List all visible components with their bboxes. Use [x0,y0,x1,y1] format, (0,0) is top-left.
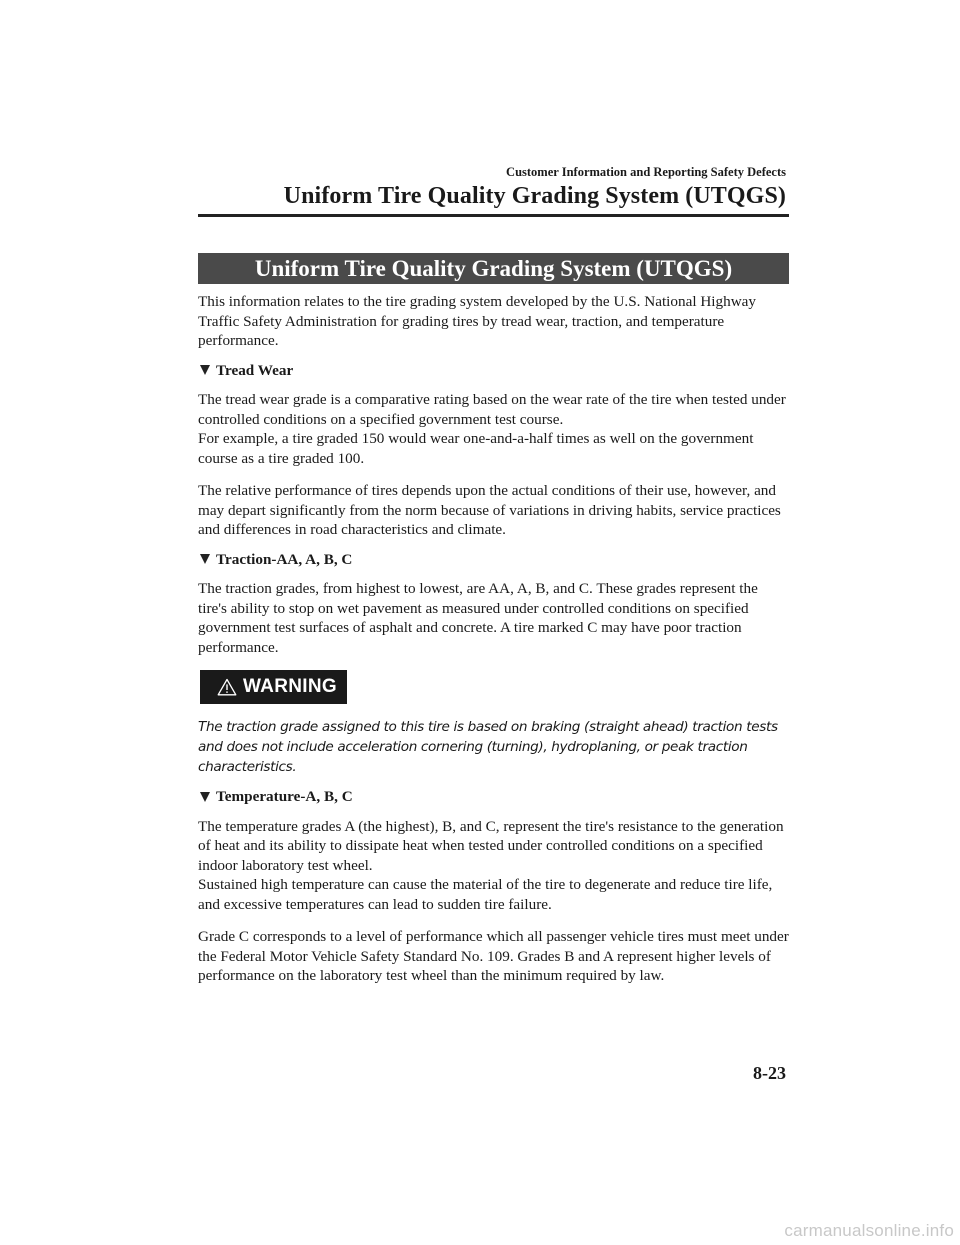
temperature-heading-text: Temperature-A, B, C [216,788,353,805]
tread-wear-paragraph-1: The tread wear grade is a comparative rating based on the wear rate of the tire when tested under controlled conditions on a specified government test course. [198,391,786,428]
warning-label: WARNING [243,676,337,697]
warning-text: The traction grade assigned to this tire is based on braking (straight ahead) traction tests and does not include acceleration cornering (turning), hydroplaning, or peak traction characteristics. [198,719,778,775]
temperature-paragraph-1: The temperature grades A (the highest), B, and C, represent the tire's resistance to the generation of heat and its ability to dissipate heat when tested under controlled conditions on a specified indoor laboratory test wheel. [198,817,784,874]
temperature-paragraph-2: Sustained high temperature can cause the material of the tire to degenerate and reduce tire life, and excessive temperatures can lead to sudden tire failure. [198,876,773,913]
temperature-paragraph-3: Grade C corresponds to a level of performance which all passenger vehicle tires must meet under the Federal Motor Vehicle Safety Standard No. 109. Grades B and A represent higher levels of performance on the laboratory test wheel than the minimum required by law. [198,928,789,984]
traction-heading [198,550,789,570]
tread-wear-heading-text: Tread Wear [216,361,294,379]
main-content [198,253,789,986]
temperature-heading [198,787,789,807]
triangle-down-icon [200,554,210,564]
intro-paragraph: This information relates to the tire grading system developed by the U.S. National Highway Traffic Safety Administration for grading tires by tread wear, traction, and temperature performance. [198,293,757,349]
traction-paragraph: The traction grades, from highest to lowest, are AA, A, B, and C. These grades represent the tire's ability to stop on wet pavement as measured under controlled conditions on specified government test surfaces of asphalt and concrete. A tire marked C may have poor traction performance. [198,580,758,656]
section-banner: Uniform Tire Quality Grading System (UTQGS) [198,253,789,284]
tread-wear-heading [198,361,789,381]
traction-heading-text: Traction-AA, A, B, C [216,550,353,568]
header-page-title: Uniform Tire Quality Grading System (UTQGS) [283,183,786,209]
page-number: 8-23 [753,1063,786,1083]
tread-wear-paragraph-2: For example, a tire graded 150 would wear one-and-a-half times as well on the government course as a tire graded 100. [198,430,754,467]
header-rule [198,214,789,217]
watermark: carmanualsonline.info [784,1221,954,1240]
warning-triangle-icon [217,678,237,696]
tread-wear-paragraph-3: The relative performance of tires depends upon the actual conditions of their use, however, and may depart significantly from the norm because of variations in driving habits, service practices and differences in road characteristics and climate. [198,482,781,538]
triangle-down-icon [200,365,210,375]
warning-badge [200,670,347,704]
triangle-down-icon [200,792,210,802]
header-section-label: Customer Information and Reporting Safety Defects [506,165,786,179]
